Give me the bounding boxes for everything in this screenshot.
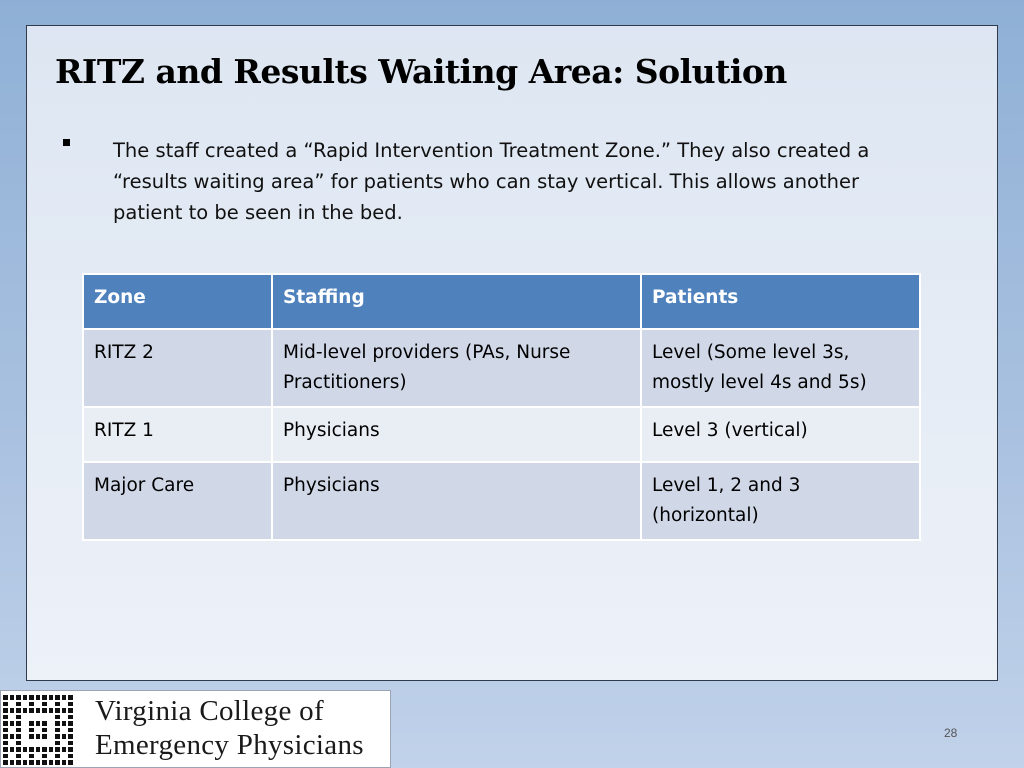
zone-table (82, 273, 921, 541)
cell-zone: RITZ 1 (83, 407, 272, 462)
table-row (83, 329, 920, 407)
header-staffing: Staffing (272, 274, 641, 329)
cell-staffing: Physicians (272, 407, 641, 462)
header-zone: Zone (83, 274, 272, 329)
logo-text-line-1: Virginia College of (95, 695, 324, 727)
header-patients: Patients (641, 274, 920, 329)
bullet-square-icon (63, 139, 70, 146)
cell-patients: Level 3 (vertical) (641, 407, 920, 462)
page-number: 28 (944, 726, 958, 740)
slide-title: RITZ and Results Waiting Area: Solution (55, 52, 787, 91)
table-row (83, 407, 920, 462)
college-logo (0, 690, 391, 768)
logo-text-line-2: Emergency Physicians (95, 729, 364, 761)
table-row (83, 462, 920, 540)
slide-panel (26, 25, 998, 681)
table-header-row (83, 274, 920, 329)
cell-staffing: Physicians (272, 462, 641, 540)
cell-zone: Major Care (83, 462, 272, 540)
cell-zone: RITZ 2 (83, 329, 272, 407)
logo-grid-icon (3, 695, 73, 765)
cell-patients: Level 1, 2 and 3 (horizontal) (641, 462, 920, 540)
bullet-text: The staff created a “Rapid Intervention Treatment Zone.” They also created a “results waiting area” for patients who can stay vertical. This allows another patient to be seen in the bed. (113, 139, 870, 224)
cell-staffing: Mid-level providers (PAs, Nurse Practitioners) (272, 329, 641, 407)
cell-patients: Level (Some level 3s, mostly level 4s and 5s) (641, 329, 920, 407)
